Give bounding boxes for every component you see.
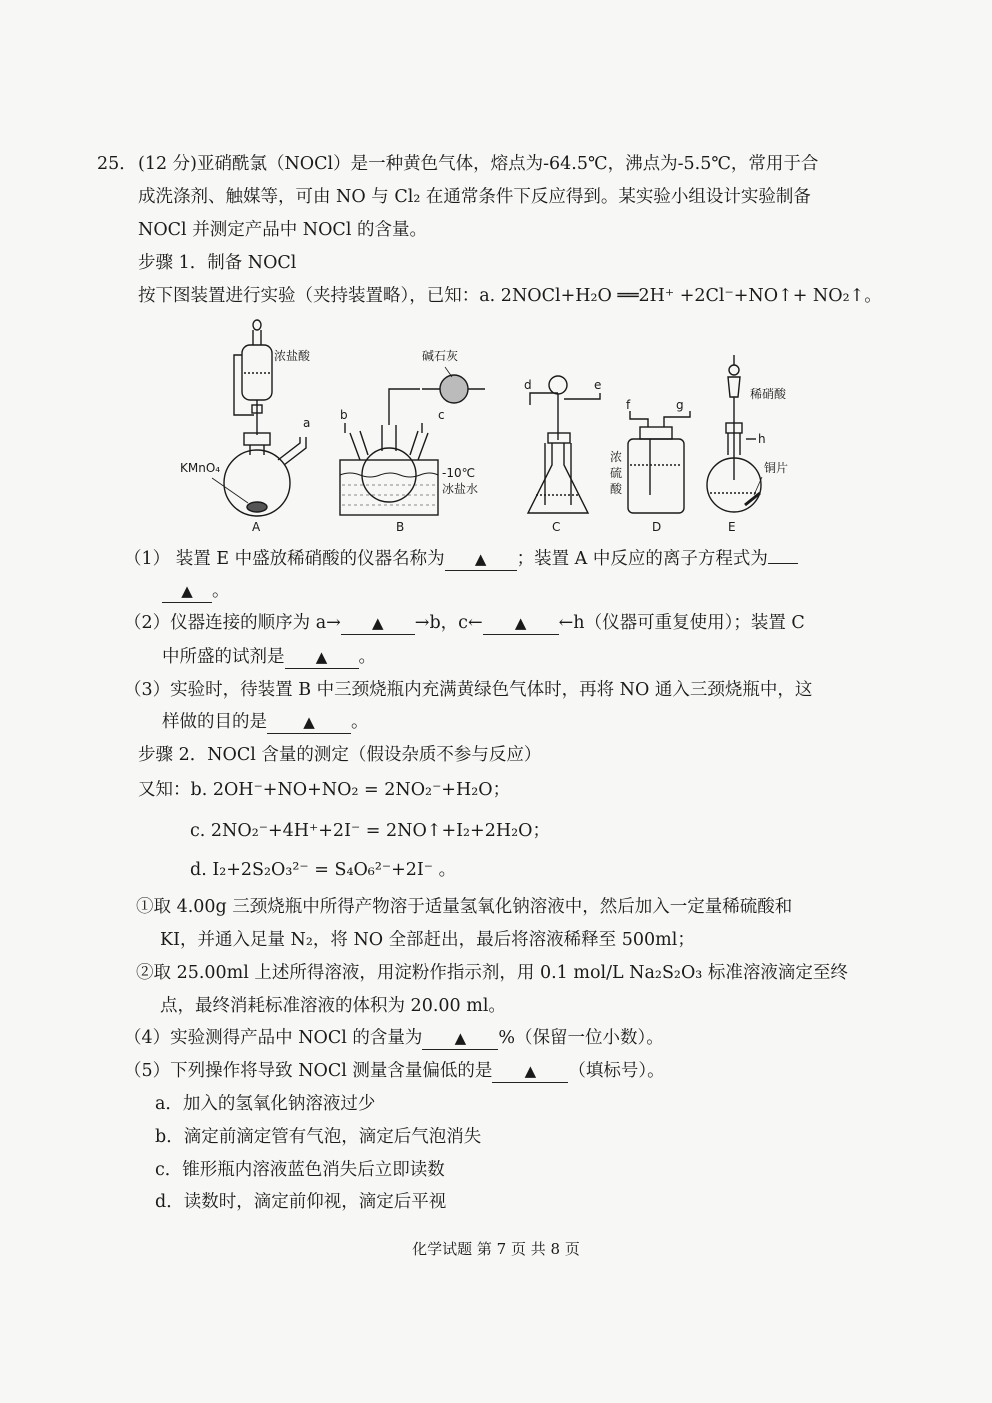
question-number: 25． bbox=[97, 154, 137, 174]
known-reaction-d: d. I₂+2S₂O₃²⁻ = S₄O₆²⁻+2I⁻ 。 bbox=[190, 860, 457, 880]
question-intro-line-2: 成洗涤剂、触媒等，可由 NO 与 Cl₂ 在通常条件下反应得到。某实验小组设计实验制备 bbox=[138, 187, 811, 207]
label-temperature: -10℃ bbox=[442, 466, 476, 480]
step-1-heading: 步骤 1．制备 NOCl bbox=[138, 253, 297, 273]
answer-blank-2a[interactable]: ▲ bbox=[341, 612, 415, 635]
label-ice-salt-water: 冰盐水 bbox=[442, 482, 479, 496]
known-reaction-b: 又知：b. 2OH⁻+NO+NO₂ = 2NO₂⁻+H₂O； bbox=[138, 780, 511, 800]
answer-blank-4[interactable]: ▲ bbox=[422, 1027, 498, 1050]
apparatus-c bbox=[524, 376, 601, 534]
sub-question-3-continued: 样做的目的是 ▲ 。 bbox=[162, 712, 369, 732]
apparatus-diagram bbox=[160, 315, 820, 540]
sub-question-5: （5）下列操作将导致 NOCl 测量含量偏低的是 ▲ （填标号）。 bbox=[124, 1061, 665, 1081]
procedure-2-line-1: ②取 25.00ml 上述所得溶液，用淀粉作指示剂，用 0.1 mol/L Na₂S₂O₃ 标准溶液滴定至终 bbox=[136, 963, 848, 983]
label-a: a bbox=[303, 416, 311, 430]
label-apparatus-e: E bbox=[728, 520, 736, 534]
sub-question-3: （3）实验时，待装置 B 中三颈烧瓶内充满黄绿色气体时，再将 NO 通入三颈烧瓶中，这 bbox=[124, 680, 813, 700]
label-apparatus-b: B bbox=[396, 520, 405, 534]
label-conc-h2so4-3: 酸 bbox=[610, 482, 623, 496]
known-reaction-a: 按下图装置进行实验（夹持装置略），已知：a. 2NOCl+H₂O ══2H⁺ +2Cl⁻+NO↑+ NO₂↑。 bbox=[138, 286, 882, 306]
answer-blank-1b-start[interactable] bbox=[768, 563, 798, 564]
option-c: c．锥形瓶内溶液蓝色消失后立即读数 bbox=[155, 1160, 445, 1180]
answer-blank-5[interactable]: ▲ bbox=[492, 1060, 568, 1083]
question-intro-line-3: NOCl 并测定产品中 NOCl 的含量。 bbox=[138, 220, 427, 240]
label-apparatus-a: A bbox=[252, 520, 261, 534]
apparatus-a bbox=[180, 320, 311, 534]
label-c: c bbox=[438, 408, 445, 422]
label-kmno4: KMnO₄ bbox=[180, 461, 221, 475]
sub-question-2: （2）仪器连接的顺序为 a→ ▲ →b，c← ▲ ←h（仪器可重复使用）；装置 C bbox=[124, 613, 805, 633]
procedure-1-line-2: KI，并通入足量 N₂，将 NO 全部赶出，最后将溶液稀释至 500ml； bbox=[160, 930, 695, 950]
label-apparatus-c: C bbox=[552, 520, 561, 534]
question-intro-line-1: (12 分)亚硝酰氯（NOCl）是一种黄色气体，熔点为-64.5℃，沸点为-5.5℃，常用于合 bbox=[138, 154, 819, 174]
option-a: a．加入的氢氧化钠溶液过少 bbox=[155, 1094, 376, 1114]
sub-question-2-continued: 中所盛的试剂是 ▲ 。 bbox=[162, 647, 376, 667]
answer-blank-2c[interactable]: ▲ bbox=[285, 646, 359, 669]
sub-question-1-continued: ▲ 。 bbox=[162, 580, 230, 603]
sub-question-1: （1） 装置 E 中盛放稀硝酸的仪器名称为 ▲ ；装置 A 中反应的离子方程式为 bbox=[124, 548, 798, 571]
label-copper-sheet: 铜片 bbox=[764, 461, 789, 475]
apparatus-e bbox=[707, 355, 788, 534]
label-conc-h2so4-1: 浓 bbox=[610, 450, 623, 464]
label-apparatus-d: D bbox=[652, 520, 662, 534]
answer-blank-1b[interactable]: ▲ bbox=[162, 580, 212, 603]
apparatus-b bbox=[340, 348, 485, 534]
label-g: g bbox=[676, 398, 684, 412]
procedure-1-line-1: ①取 4.00g 三颈烧瓶中所得产物溶于适量氢氧化钠溶液中，然后加入一定量稀硫酸和 bbox=[136, 897, 793, 917]
label-conc-h2so4-2: 硫 bbox=[610, 466, 623, 480]
page-footer: 化学试题 第 7 页 共 8 页 bbox=[412, 1240, 580, 1258]
label-f: f bbox=[626, 398, 631, 412]
label-e: e bbox=[594, 378, 602, 392]
procedure-2-line-2: 点，最终消耗标准溶液的体积为 20.00 ml。 bbox=[160, 996, 506, 1016]
answer-blank-2b[interactable]: ▲ bbox=[483, 612, 559, 635]
apparatus-d bbox=[610, 398, 690, 534]
answer-blank-3[interactable]: ▲ bbox=[267, 711, 351, 734]
option-d: d．读数时，滴定前仰视，滴定后平视 bbox=[155, 1192, 447, 1212]
known-reaction-c: c. 2NO₂⁻+4H⁺+2I⁻ = 2NO↑+I₂+2H₂O； bbox=[190, 821, 550, 841]
step-2-heading: 步骤 2．NOCl 含量的测定（假设杂质不参与反应） bbox=[138, 745, 542, 765]
label-h: h bbox=[758, 432, 766, 446]
label-soda-lime: 碱石灰 bbox=[422, 349, 459, 363]
label-dilute-hno3: 稀硝酸 bbox=[750, 387, 787, 401]
sub-question-4: （4）实验测得产品中 NOCl 的含量为 ▲ %（保留一位小数）。 bbox=[124, 1028, 664, 1048]
label-b: b bbox=[340, 408, 348, 422]
label-concentrated-hcl: 浓盐酸 bbox=[274, 349, 311, 363]
label-d: d bbox=[524, 378, 532, 392]
option-b: b．滴定前滴定管有气泡，滴定后气泡消失 bbox=[155, 1127, 482, 1147]
answer-blank-1a[interactable]: ▲ bbox=[445, 548, 517, 571]
